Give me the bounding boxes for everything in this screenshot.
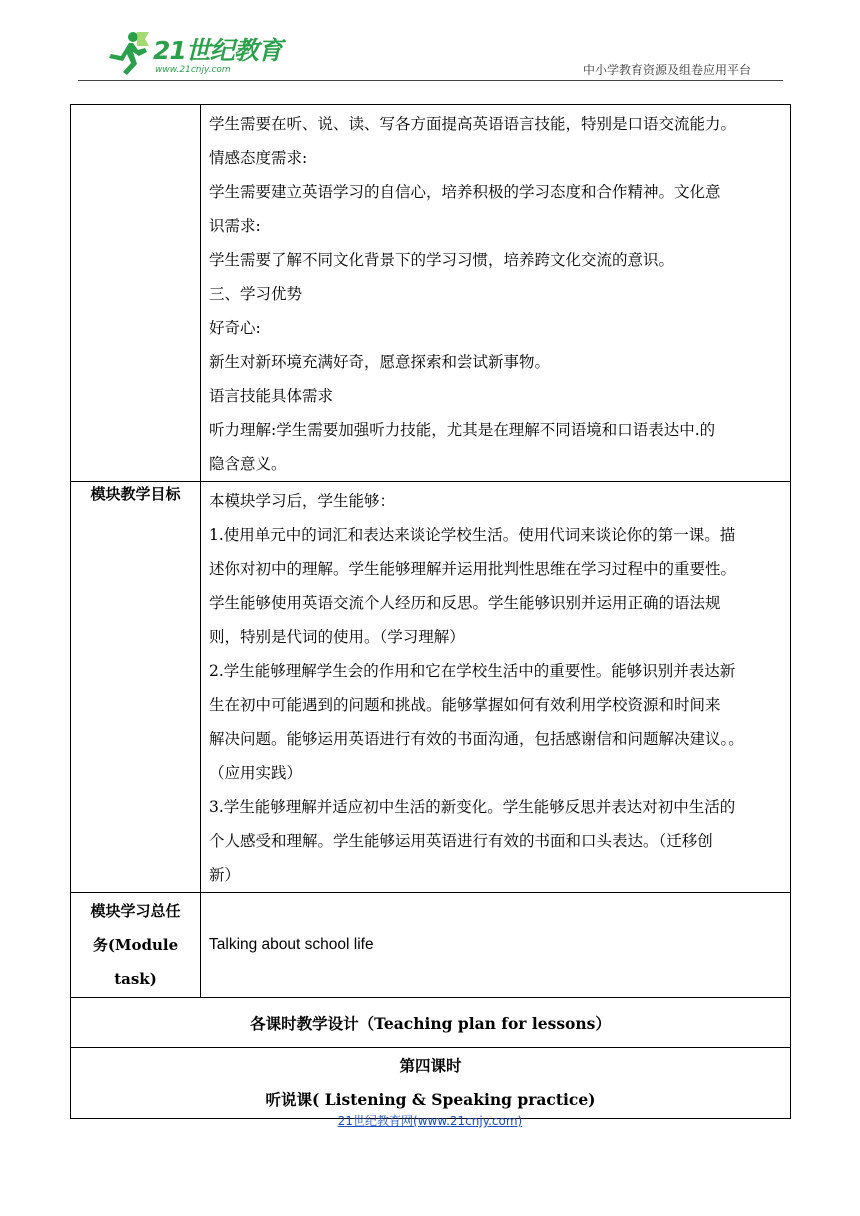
table-row-needs [71,105,791,482]
objectives-content [201,482,791,893]
lesson-number: 第四课时 [399,1056,462,1075]
text-line: 新） [209,866,241,884]
text-line: 学生需要建立英语学习的自信心，培养积极的学习态度和合作精神。文化意 [209,183,721,201]
site-logo[interactable] [103,28,283,78]
label-line: task) [114,970,157,988]
section-title: 各课时教学设计（Teaching plan for lessons） [71,998,791,1048]
text-line: 学生需要了解不同文化背景下的学习习惯，培养跨文化交流的意识。 [209,251,675,269]
lesson-type: 听说课( Listening & Speaking practice) [265,1090,596,1109]
text-line: 生在初中可能遇到的问题和挑战。能够掌握如何有效利用学校资源和时间来 [209,696,721,714]
text-line: 本模块学习后，学生能够： [209,492,396,510]
lesson-plan-table [70,104,791,1119]
text-line: 述你对初中的理解。学生能够理解并运用批判性思维在学习过程中的重要性。 [209,560,737,578]
logo-url: www.21cnjy.com [155,65,231,75]
table-row-section-title [71,998,791,1048]
task-label [71,893,201,998]
table-row-objectives [71,482,791,893]
text-line: 个人感受和理解。学生能够运用英语进行有效的书面和口头表达。（迁移创 [209,832,713,850]
page-header [0,0,860,90]
text-line: 隐含意义。 [209,455,287,473]
text-line: 1.使用单元中的词汇和表达来谈论学校生活。使用代词来谈论你的第一课。描 [209,526,736,544]
text-line: 2.学生能够理解学生会的作用和它在学校生活中的重要性。能够识别并表达新 [209,662,736,680]
label-line: 务(Module [92,936,179,954]
text-line: 听力理解:学生需要加强听力技能，尤其是在理解不同语境和口语表达中.的 [209,421,716,439]
row-label-empty [71,105,201,482]
platform-title: 中小学教育资源及组卷应用平台 [583,63,752,77]
text-line: 新生对新环境充满好奇，愿意探索和尝试新事物。 [209,353,551,371]
text-line: 学生能够使用英语交流个人经历和反思。学生能够识别并运用正确的语法规 [209,594,721,612]
needs-content [201,105,791,482]
runner-icon [103,30,151,76]
text-line: 解决问题。能够运用英语进行有效的书面沟通，包括感谢信和问题解决建议。。 [209,730,744,748]
table-row-task [71,893,791,998]
text-line: 语言技能具体需求 [209,387,334,405]
table-row-lesson [71,1048,791,1119]
footer-link[interactable]: 21世纪教育网(www.21cnjy.com) [337,1114,523,1128]
text-line: 则，特别是代词的使用。（学习理解） [209,628,465,646]
objectives-label: 模块教学目标 [71,482,201,893]
task-value: Talking about school life [201,893,791,998]
text-line: 学生需要在听、说、读、写各方面提高英语语言技能，特别是口语交流能力。 [209,115,737,133]
text-line: （应用实践） [209,764,303,782]
lesson-heading [71,1048,791,1119]
text-line: 好奇心: [209,319,261,337]
text-line: 3.学生能够理解并适应初中生活的新变化。学生能够反思并表达对初中生活的 [209,798,736,816]
text-line: 情感态度需求: [209,149,308,167]
text-line: 识需求: [209,217,261,235]
text-line: 三、学习优势 [209,285,303,303]
logo-text: 21世纪教育 [153,36,282,65]
header-divider [78,80,783,81]
label-line: 模块学习总任 [90,902,181,920]
